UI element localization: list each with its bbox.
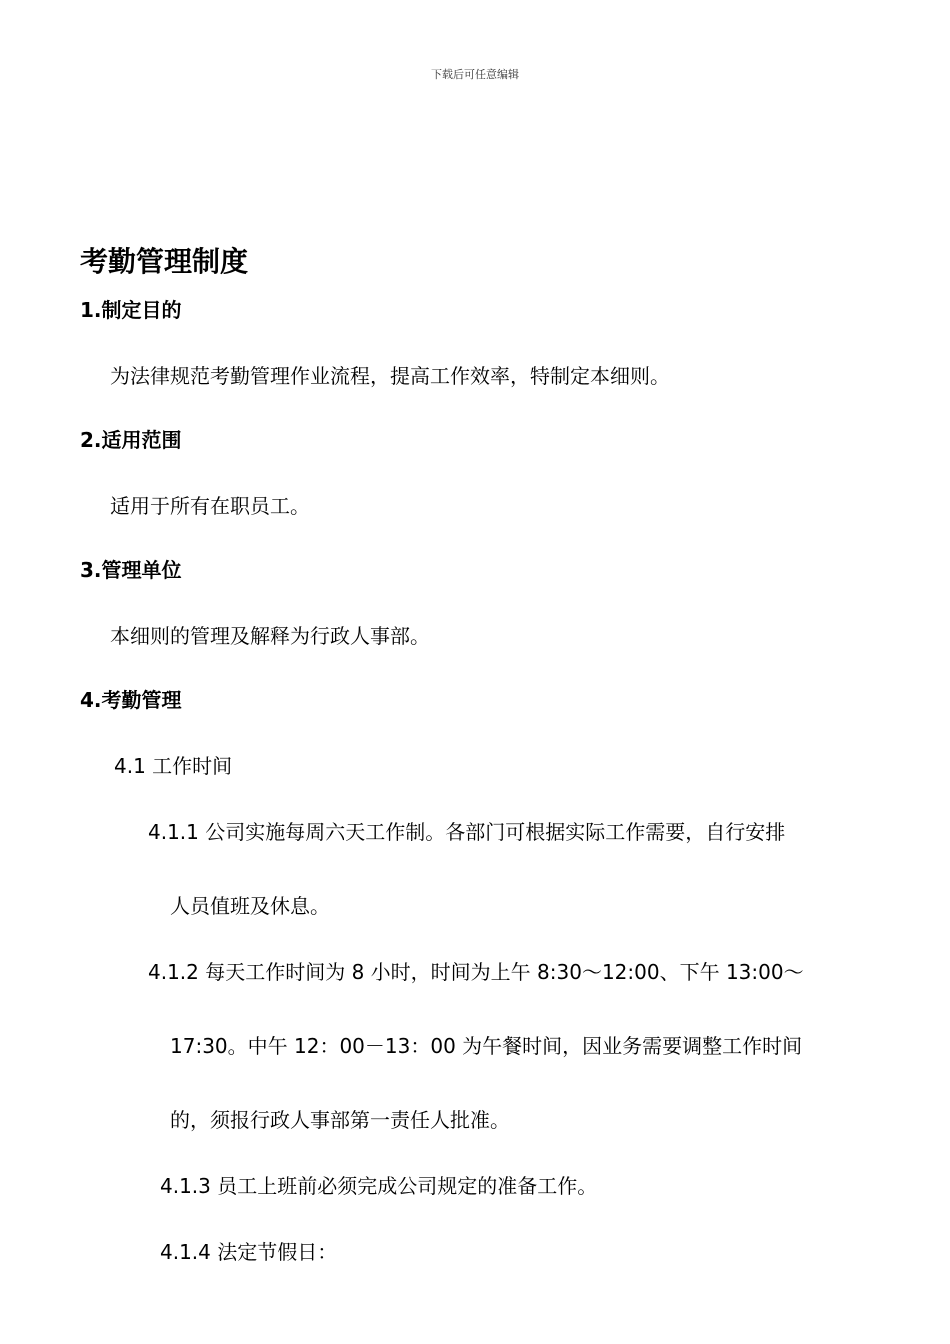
section-body-scope: 适用于所有在职员工。 [110,494,310,518]
page-header-note: 下载后可任意编辑 [431,68,519,81]
section-body-purpose: 为法律规范考勤管理作业流程，提高工作效率，特制定本细则。 [110,364,670,388]
clause-4-1-3: 4.1.3 员工上班前必须完成公司规定的准备工作。 [160,1174,598,1198]
clause-4-1-2-line-2: 17:30。中午 12：00－13：00 为午餐时间，因业务需要调整工作时间 [170,1034,803,1058]
clause-4-1-2-line-1: 4.1.2 每天工作时间为 8 小时，时间为上午 8:30～12:00、下午 13:00～ [148,960,804,984]
section-heading-attendance: 4.考勤管理 [80,688,182,712]
clause-4-1-4: 4.1.4 法定节假日： [160,1240,338,1264]
section-heading-purpose: 1.制定目的 [80,298,182,322]
section-heading-scope: 2.适用范围 [80,428,182,452]
clause-4-1-1-line-1: 4.1.1 公司实施每周六天工作制。各部门可根据实际工作需要，自行安排 [148,820,786,844]
section-heading-management-unit: 3.管理单位 [80,558,182,582]
clause-4-1-1-line-2: 人员值班及休息。 [170,894,330,918]
clause-4-1-2-line-3: 的，须报行政人事部第一责任人批准。 [170,1108,510,1132]
document-title: 考勤管理制度 [80,245,249,278]
section-body-management-unit: 本细则的管理及解释为行政人事部。 [110,624,430,648]
subsection-heading-work-hours: 4.1 工作时间 [114,754,233,778]
